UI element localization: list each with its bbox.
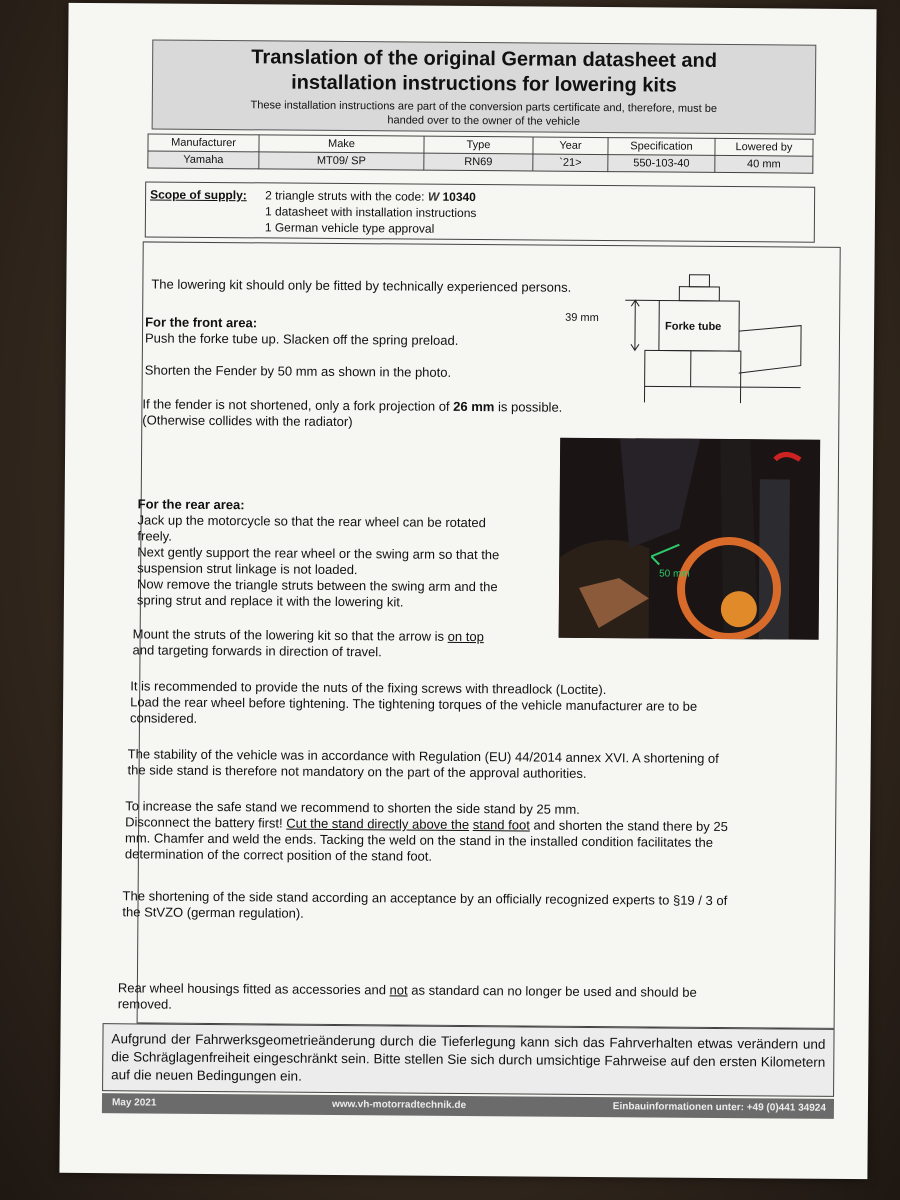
vehicle-info-table [147,133,813,173]
rear-line-6: spring strut and replace it with the lowering kit. [136,592,404,610]
rear-heading: For the rear area: [137,496,245,513]
side-stand-foot: stand foot [472,817,530,833]
rear-wheel-line-1 [118,980,697,1001]
side-stand-line-2-pre: Disconnect the battery first! [125,814,287,831]
stability-line-1: The stability of the vehicle was in accordance with Regulation (EU) 44/2014 annex XVI. A shortening of [127,746,719,766]
footer-website: www.vh-motorradtechnik.de [331,1098,467,1112]
rear-line-4: suspension strut linkage is not loaded. [137,560,358,578]
side-stand-cut: Cut the stand directly above the [286,815,470,833]
front-step-2: Shorten the Fender by 50 mm as shown in the photo. [144,362,452,380]
page-subtitle [153,98,815,131]
header-year: Year [533,137,608,155]
motorcycle-photo [559,438,821,640]
stability-line-2: the side stand is therefore not mandatory on the part of the approval authorities. [127,762,587,781]
loctite-line-3: considered. [129,710,198,726]
front-step-3-note: (Otherwise collides with the radiator) [142,412,353,430]
side-stand-line-4: determination of the correct position of the stand foot. [124,846,433,864]
footer-date: May 2021 [111,1097,157,1109]
rear-line-1: Jack up the motorcycle so that the rear wheel can be rotated [137,512,486,531]
rear-line-5: Now remove the triangle struts between the swing arm and the [136,576,498,595]
scope-label: Scope of supply: [150,187,247,203]
scope-line-2: 1 datasheet with installation instructions [264,204,477,221]
value-manufacturer: Yamaha [148,151,259,169]
title-line-1: Translation of the original German datasheet and [251,46,718,72]
front-step-3-pre: If the fender is not shortened, only a fork projection of [142,396,454,414]
scope-of-supply-box [145,181,815,242]
acceptance-line-1: The shortening of the side stand according an acceptance by an officially recognized experts to §19 / 3 of [122,888,728,909]
loctite-line-1: It is recommended to provide the nuts of the fixing screws with threadlock (Loctite). [130,678,607,698]
header-specification: Specification [608,138,715,156]
mount-line-1-text: Mount the struts of the lowering kit so that the arrow is [132,626,448,644]
rear-line-3: Next gently support the rear wheel or the swing arm so that the [137,544,500,563]
rear-wheel-line-1-post: as standard can no longer be used and should be [407,982,697,1000]
header-make: Make [259,135,424,153]
motorcycle-photo-svg [559,438,821,640]
header-manufacturer: Manufacturer [148,134,259,152]
fork-tube-diagram [565,264,805,406]
datasheet-page [59,3,876,1179]
value-make: MT09/ SP [259,152,424,170]
vh-logo: W [427,189,440,204]
subtitle-line-1: These installation instructions are part of the conversion parts certificate and, therefore, must be [250,99,718,115]
diagram-cap-top [689,275,709,287]
scope-line-3: 1 German vehicle type approval [264,220,435,236]
mount-line-2: and targeting forwards in direction of travel. [132,642,382,660]
instructions-box [117,241,841,1028]
acceptance-line-2: the StVZO (german regulation). [122,904,304,921]
diagram-measurement: 39 mm [565,311,599,325]
diagram-lower-clamp [645,350,741,387]
diagram-triple-clamp [739,325,801,373]
rear-wheel-not: not [389,982,408,998]
loctite-line-2: Load the rear wheel before tightening. The tightening torques of the vehicle manufacturer are to be [130,694,698,714]
photo-measurement: 50 mm [659,568,690,580]
value-year: `21> [533,154,608,172]
title-line-2: installation instructions for lowering kits [291,71,677,97]
diagram-label: Forke tube [665,320,722,333]
title-box [152,40,817,135]
footer-contact: Einbauinformationen unter: +49 (0)441 34924 [612,1101,826,1114]
value-specification: 550-103-40 [608,155,715,173]
mount-on-top: on top [447,628,484,645]
front-step-3-post: is possible. [494,399,563,415]
part-code: 10340 [442,189,476,205]
page-footer [102,1093,834,1119]
subtitle-line-2: handed over to the owner of the vehicle [387,114,581,128]
fork-projection-value: 26 mm [453,398,495,415]
scope-line-1 [265,187,476,205]
value-lowered-by: 40 mm [715,155,813,173]
header-type: Type [424,136,533,154]
intro-text: The lowering kit should only be fitted by technically experienced persons. [151,276,572,295]
front-step-1: Push the forke tube up. Slacken off the spring preload. [144,330,459,348]
diagram-cap [679,287,719,301]
side-stand-line-3: mm. Chamfer and weld the ends. Tacking the weld on the stand in the installed condition facilitates the [124,830,714,850]
german-notice: Aufgrund der Fahrwerksgeometrieänderung durch die Tieferlegung kann sich das Fahrverhalten etwas verändern und die Schräglagenfreiheit eingeschränkt sein. Bitte stellen Sie sich durch umsichtige Fahrweise auf den ersten Kilometern auf die neuen Bedingungen ein. [102,1023,835,1097]
rear-wheel-line-1-pre: Rear wheel housings fitted as accessories and [117,980,390,998]
header-lowered-by: Lowered by [715,138,813,156]
rear-line-2: freely. [137,528,172,544]
page-title [153,45,815,100]
front-heading: For the front area: [145,314,258,331]
side-stand-line-1: To increase the safe stand we recommend to shorten the side stand by 25 mm. [125,798,580,817]
value-type: RN69 [424,153,533,171]
side-stand-line-2-post: and shorten the stand there by 25 [529,817,728,835]
rear-wheel-line-2: removed. [117,996,173,1012]
scope-line-1-text: 2 triangle struts with the code: [265,188,428,204]
